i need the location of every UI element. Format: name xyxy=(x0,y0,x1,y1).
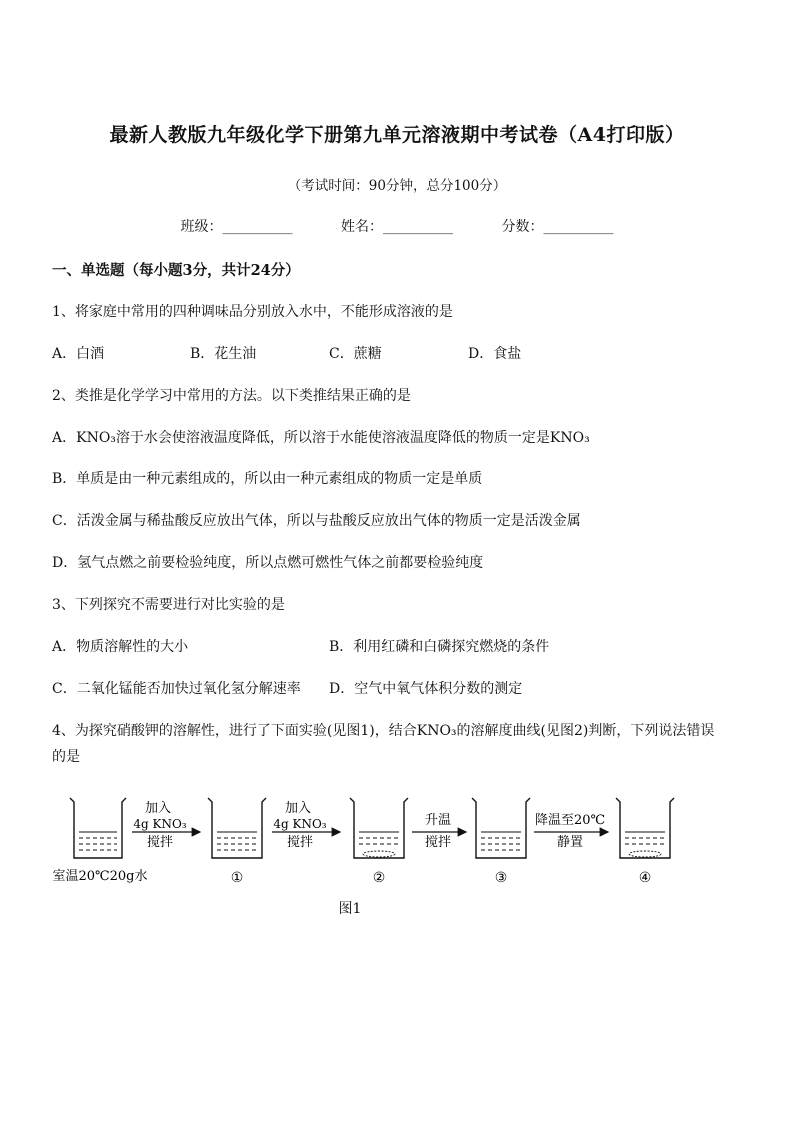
question-4-stem: 4、为探究硝酸钾的溶解性，进行了下面实验(见图1)，结合KNO₃的溶解度曲线(见图2)判断，下列说法错误 xyxy=(52,723,715,739)
beaker-4-label: ④ xyxy=(638,870,652,886)
beaker-2-label: ② xyxy=(372,870,386,886)
arrow1-mid-label: 4g KNO₃ xyxy=(133,817,187,831)
q1-option-c: C．蔗糖 xyxy=(329,346,382,362)
arrow2-bot-label: 搅拌 xyxy=(286,835,314,850)
name-field[interactable]: 姓名：__________ xyxy=(341,219,453,235)
q3-option-c: C．二氧化锰能否加快过氧化氢分解速率 xyxy=(52,681,301,697)
beaker-start xyxy=(70,798,126,858)
section-heading: 一、单选题（每小题3分，共计24分） xyxy=(52,262,300,279)
arrow1-bot-label: 搅拌 xyxy=(146,835,174,850)
score-field[interactable]: 分数：__________ xyxy=(501,219,614,235)
beaker-1-label: ① xyxy=(230,870,244,886)
q1-option-b: B．花生油 xyxy=(190,346,257,362)
arrow3-bot-label: 搅拌 xyxy=(424,835,452,850)
q1-option-a: A．白酒 xyxy=(52,346,105,362)
q2-option-a: A．KNO₃溶于水会使溶液温度降低，所以溶于水能使溶液温度降低的物质一定是KNO₃ xyxy=(52,430,590,446)
q3-option-b: B．利用红磷和白磷探究燃烧的条件 xyxy=(329,639,550,655)
q1-option-d: D．食盐 xyxy=(468,346,522,362)
beaker-4 xyxy=(616,798,674,886)
beaker-3 xyxy=(472,798,530,886)
arrow-step-4 xyxy=(534,813,608,850)
arrow4-bot-label: 静置 xyxy=(556,835,584,850)
question-1-stem: 1、将家庭中常用的四种调味品分别放入水中，不能形成溶液的是 xyxy=(52,304,453,320)
arrow-step-3 xyxy=(412,813,466,850)
experiment-diagram xyxy=(48,790,748,920)
start-condition-label: 室温20℃20g水 xyxy=(52,869,148,884)
student-info-row xyxy=(0,216,794,236)
beaker-2 xyxy=(350,798,408,886)
arrow-step-1 xyxy=(132,800,200,850)
q3-option-a: A．物质溶解性的大小 xyxy=(52,639,189,655)
q2-option-b: B．单质是由一种元素组成的，所以由一种元素组成的物质一定是单质 xyxy=(52,471,483,487)
exam-subtitle: （考试时间：90分钟，总分100分） xyxy=(287,178,507,194)
arrow-step-2 xyxy=(272,800,340,850)
class-field[interactable]: 班级：__________ xyxy=(180,219,293,235)
q2-option-c: C．活泼金属与稀盐酸反应放出气体，所以与盐酸反应放出气体的物质一定是活泼金属 xyxy=(52,513,581,529)
figure-caption: 图1 xyxy=(338,901,362,917)
beaker-3-label: ③ xyxy=(494,870,508,886)
arrow1-top-label: 加入 xyxy=(144,801,172,816)
page-title: 最新人教版九年级化学下册第九单元溶液期中考试卷（A4打印版） xyxy=(109,124,685,146)
arrow2-top-label: 加入 xyxy=(284,801,312,816)
question-4-stem-cont: 的是 xyxy=(52,749,80,765)
arrow2-mid-label: 4g KNO₃ xyxy=(273,817,327,831)
q3-option-d: D．空气中氧气体积分数的测定 xyxy=(329,681,523,697)
beaker-1 xyxy=(208,798,266,886)
experiment-figure xyxy=(48,790,748,920)
arrow4-top-label: 降温至20℃ xyxy=(534,813,606,828)
question-3-stem: 3、下列探究不需要进行对比实验的是 xyxy=(52,597,285,613)
q2-option-d: D．氢气点燃之前要检验纯度，所以点燃可燃性气体之前都要检验纯度 xyxy=(52,555,484,571)
question-2-stem: 2、类推是化学学习中常用的方法。以下类推结果正确的是 xyxy=(52,388,411,404)
arrow3-top-label: 升温 xyxy=(424,813,452,828)
